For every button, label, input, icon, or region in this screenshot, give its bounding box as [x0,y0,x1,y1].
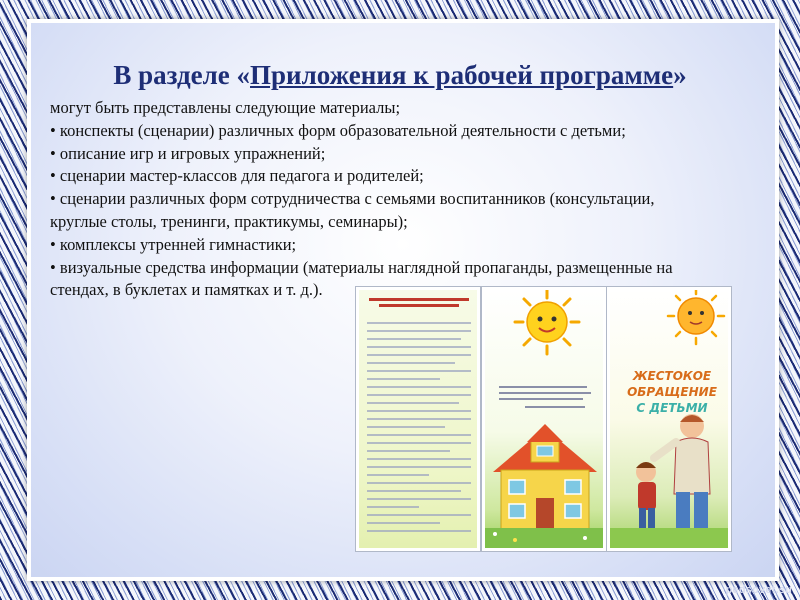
body-line: могут быть представлены следующие материалы; [50,98,401,117]
booklet-heading-main: ЖЕСТОКОЕ ОБРАЩЕНИЕ [627,369,717,399]
body-line: • описание игр и игровых упражнений; [50,143,326,163]
booklet-caption-lines [499,386,591,408]
grass-decoration [485,528,603,548]
boy-figure [636,462,658,535]
booklet-heading [616,368,728,416]
title-link[interactable]: Приложения к рабочей программе [250,60,674,90]
booklet-heading-sub: С ДЕТЬМИ [636,401,708,415]
booklet-abuse-topic [607,287,731,551]
booklet-sun-house [482,287,606,551]
man-figure [654,414,711,538]
house-icon [493,424,597,530]
body-line: • сценарии различных форм сотрудничества с семьями воспитанников (консультации, [50,189,655,209]
body-line: стендах, в буклетах и памятках и т. д.). [50,280,323,300]
sun-icon [668,290,724,344]
booklet-heading-illegible [369,298,469,312]
title-suffix: » [673,60,687,90]
body-line: • визуальные средства информации (материалы наглядной пропаганды, размещенные на [50,257,673,277]
site-watermark: pedsovet.su [725,584,792,596]
booklet-text-page [356,287,480,551]
slide-title [0,60,800,91]
body-line: • комплексы утренней гимнастики; [50,234,297,254]
sun-icon [515,290,579,354]
body-line: круглые столы, тренинги, практикумы, семинары); [50,211,408,231]
slide-body-text [50,97,740,302]
sun-house-illustration [485,290,603,548]
booklet-text-lines [367,322,471,538]
body-line: • сценарии мастер-классов для педагога и родителей; [50,166,424,186]
title-prefix: В разделе « [113,60,251,90]
body-line: • конспекты (сценарии) различных форм образовательной деятельности с детьми; [50,120,626,140]
family-illustration [610,290,728,548]
grass-decoration [610,528,728,548]
